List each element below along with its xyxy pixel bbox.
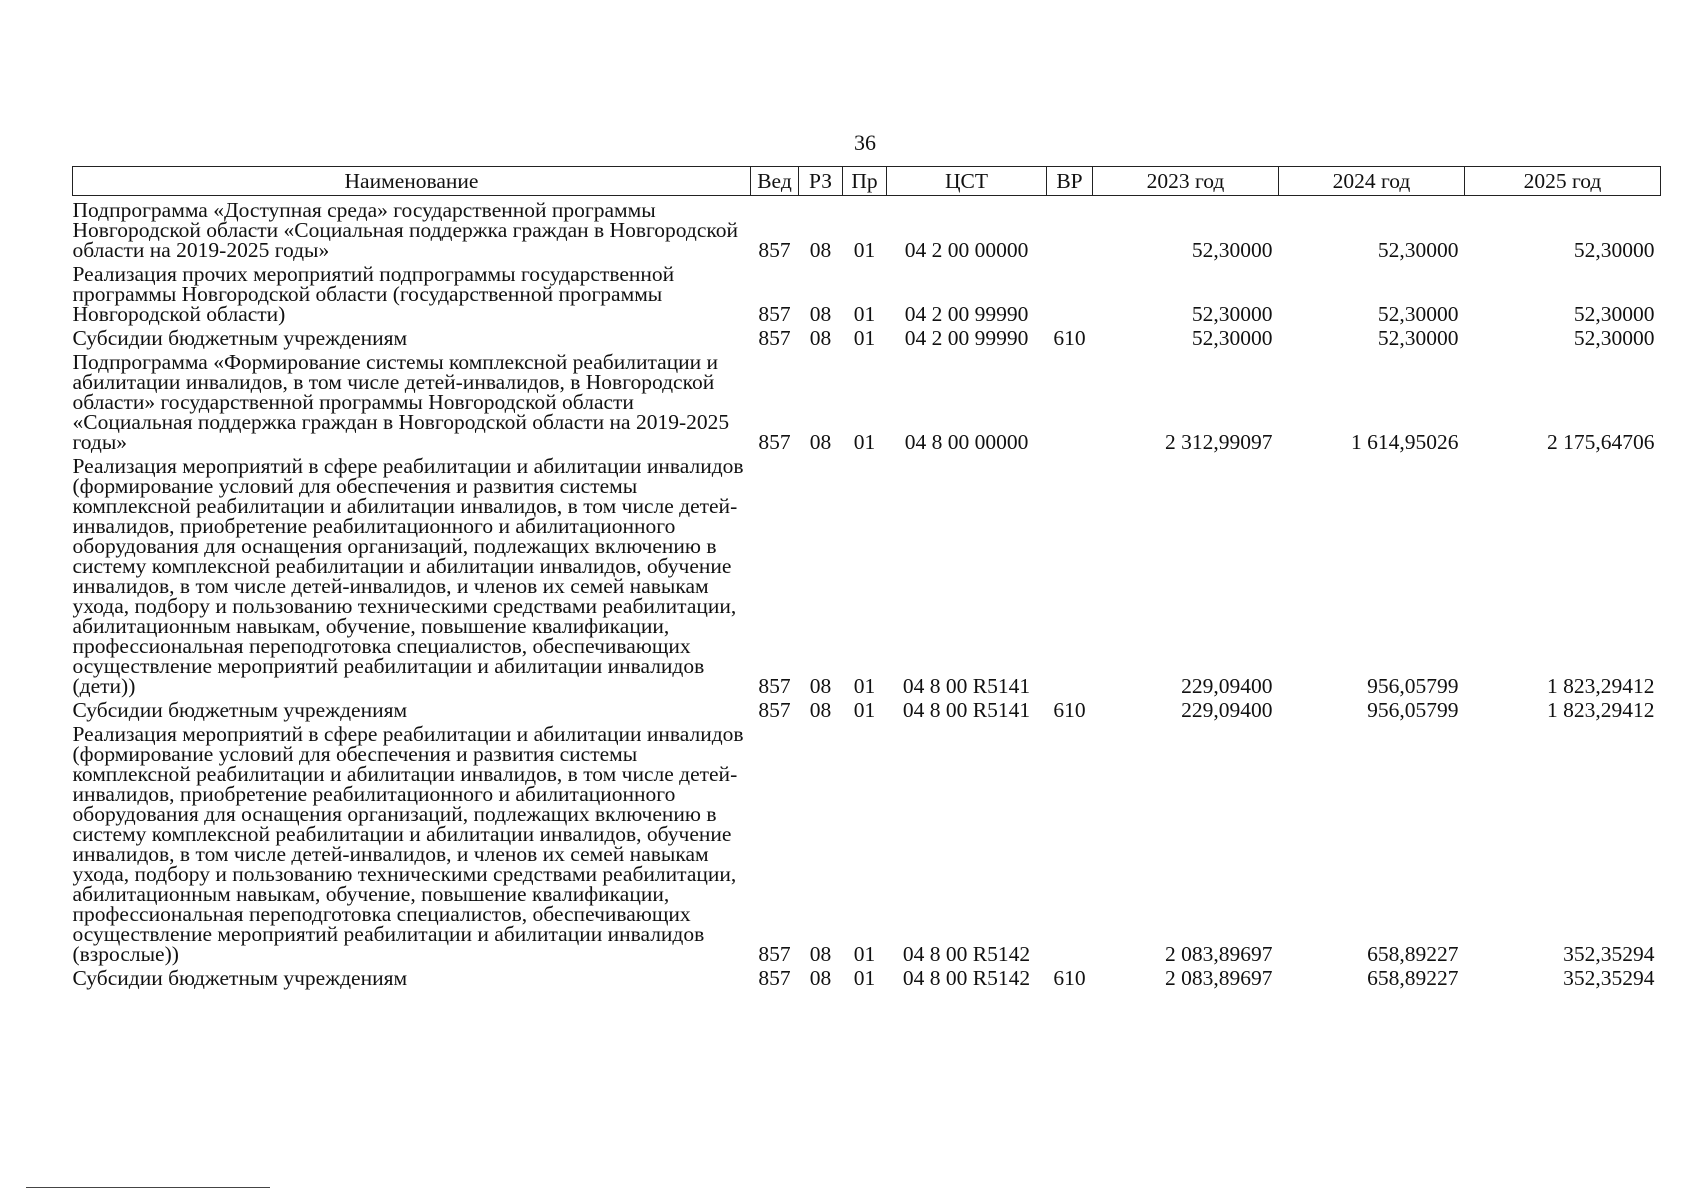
header-ved: Вед [751, 167, 799, 196]
row-pr: 01 [853, 966, 876, 990]
row-name: Реализация прочих мероприятий подпрограммы государственной программы Новгородской области (государственной программы Новгородской области) [72, 262, 675, 326]
row-2024: 658,89227 [1367, 966, 1459, 990]
row-2024: 52,30000 [1377, 302, 1459, 326]
row-vr [1047, 720, 1093, 964]
row-cst: 04 2 00 00000 [904, 238, 1029, 262]
row-2024: 658,89227 [1367, 942, 1459, 966]
row-2024: 1 614,95026 [1351, 430, 1459, 454]
row-2023: 52,30000 [1191, 238, 1273, 262]
row-2024: 956,05799 [1367, 674, 1459, 698]
row-cst: 04 8 00 R5142 [902, 942, 1031, 966]
row-pr: 01 [853, 674, 876, 698]
row-ved: 857 [758, 942, 791, 966]
header-2025: 2025 год [1465, 167, 1661, 196]
row-vr [1047, 348, 1093, 452]
row-name: Реализация мероприятий в сфере реабилитации и абилитации инвалидов (формирование условий для обеспечения и развития системы комплексной реабилитации и абилитации инвалидов, в том числе детей-инвалидов, приобретение реабилитационного и абилитационного оборудования для оснащения организаций, подлежащих включению в систему комплексной реабилитации и абилитации инвалидов, обучение инвалидов, в том числе детей-инвалидов, и членов их семей навыкам ухода, подбору и пользованию техническими средствами реабилитации, абилитационным навыкам, обучение, повышение квалификации, профессиональная переподготовка специалистов, обеспечивающих осуществление мероприятий реабилитации и абилитации инвалидов (дети)) [72, 454, 744, 698]
row-2025: 352,35294 [1563, 942, 1655, 966]
table-body [73, 196, 1661, 989]
row-2023: 229,09400 [1181, 674, 1273, 698]
table-row [73, 720, 1661, 964]
row-ved: 857 [758, 326, 791, 350]
row-cst: 04 8 00 00000 [904, 430, 1029, 454]
row-name: Субсидии бюджетным учреждениям [72, 698, 408, 722]
row-vr: 610 [1053, 326, 1086, 350]
header-cst: ЦСТ [887, 167, 1047, 196]
table-row [73, 324, 1661, 348]
row-2025: 1 823,29412 [1547, 674, 1655, 698]
row-cst: 04 2 00 99990 [904, 326, 1029, 350]
table-row [73, 696, 1661, 720]
table-row [73, 260, 1661, 324]
row-2023: 2 083,89697 [1165, 966, 1273, 990]
row-ved: 857 [758, 966, 791, 990]
row-2025: 52,30000 [1573, 302, 1655, 326]
row-name: Подпрограмма «Доступная среда» государственной программы Новгородской области «Социальная поддержка граждан в Новгородской области на 2019-2025 годы» [72, 198, 738, 262]
row-rz: 08 [809, 302, 832, 326]
table-header [73, 167, 1661, 196]
row-2023: 2 312,99097 [1165, 430, 1273, 454]
header-name: Наименование [73, 167, 751, 196]
row-name: Подпрограмма «Формирование системы комплексной реабилитации и абилитации инвалидов, в том числе детей-инвалидов, в Новгородской области» государственной программы Новгородской области «Социальная поддержка граждан в Новгородской области на 2019-2025 годы» [72, 350, 730, 454]
row-rz: 08 [809, 238, 832, 262]
header-2023: 2023 год [1093, 167, 1279, 196]
row-rz: 08 [809, 698, 832, 722]
row-2025: 1 823,29412 [1547, 698, 1655, 722]
row-ved: 857 [758, 430, 791, 454]
row-pr: 01 [853, 698, 876, 722]
row-rz: 08 [809, 942, 832, 966]
row-2023: 2 083,89697 [1165, 942, 1273, 966]
row-name: Субсидии бюджетным учреждениям [72, 966, 408, 990]
row-cst: 04 2 00 99990 [904, 302, 1029, 326]
row-cst: 04 8 00 R5141 [902, 698, 1031, 722]
row-ved: 857 [758, 302, 791, 326]
row-pr: 01 [853, 942, 876, 966]
row-2023: 52,30000 [1191, 302, 1273, 326]
header-row [73, 167, 1661, 196]
row-rz: 08 [809, 326, 832, 350]
table-row [73, 196, 1661, 261]
row-2025: 2 175,64706 [1547, 430, 1655, 454]
row-2023: 229,09400 [1181, 698, 1273, 722]
row-2024: 52,30000 [1377, 326, 1459, 350]
row-2023: 52,30000 [1191, 326, 1273, 350]
row-ved: 857 [758, 238, 791, 262]
row-cst: 04 8 00 R5141 [902, 674, 1031, 698]
header-rz: РЗ [799, 167, 843, 196]
row-rz: 08 [809, 430, 832, 454]
table-row [73, 348, 1661, 452]
row-2024: 956,05799 [1367, 698, 1459, 722]
row-vr: 610 [1053, 966, 1086, 990]
header-pr: Пр [843, 167, 887, 196]
row-pr: 01 [853, 430, 876, 454]
row-2025: 52,30000 [1573, 326, 1655, 350]
row-cst: 04 8 00 R5142 [902, 966, 1031, 990]
row-vr [1047, 260, 1093, 324]
footer-divider [26, 1187, 270, 1188]
row-vr [1047, 452, 1093, 696]
header-vr: ВР [1047, 167, 1093, 196]
row-pr: 01 [853, 326, 876, 350]
budget-table [72, 166, 1661, 988]
row-ved: 857 [758, 698, 791, 722]
row-rz: 08 [809, 674, 832, 698]
row-name: Субсидии бюджетным учреждениям [72, 326, 408, 350]
table-row [73, 452, 1661, 696]
row-2024: 52,30000 [1377, 238, 1459, 262]
row-ved: 857 [758, 674, 791, 698]
budget-table-container [72, 166, 1660, 988]
table-row [73, 964, 1661, 988]
row-vr: 610 [1053, 698, 1086, 722]
row-pr: 01 [853, 238, 876, 262]
row-rz: 08 [809, 966, 832, 990]
row-vr [1047, 196, 1093, 261]
page-number: 36 [854, 130, 876, 155]
row-2025: 52,30000 [1573, 238, 1655, 262]
row-2025: 352,35294 [1563, 966, 1655, 990]
row-name: Реализация мероприятий в сфере реабилитации и абилитации инвалидов (формирование условий для обеспечения и развития системы комплексной реабилитации и абилитации инвалидов, в том числе детей-инвалидов, приобретение реабилитационного и абилитационного оборудования для оснащения организаций, подлежащих включению в систему комплексной реабилитации и абилитации инвалидов, обучение инвалидов, в том числе детей-инвалидов, и членов их семей навыкам ухода, подбору и пользованию техническими средствами реабилитации, абилитационным навыкам, обучение, повышение квалификации, профессиональная переподготовка специалистов, обеспечивающих осуществление мероприятий реабилитации и абилитации инвалидов (взрослые)) [72, 722, 744, 966]
header-2024: 2024 год [1279, 167, 1465, 196]
row-pr: 01 [853, 302, 876, 326]
